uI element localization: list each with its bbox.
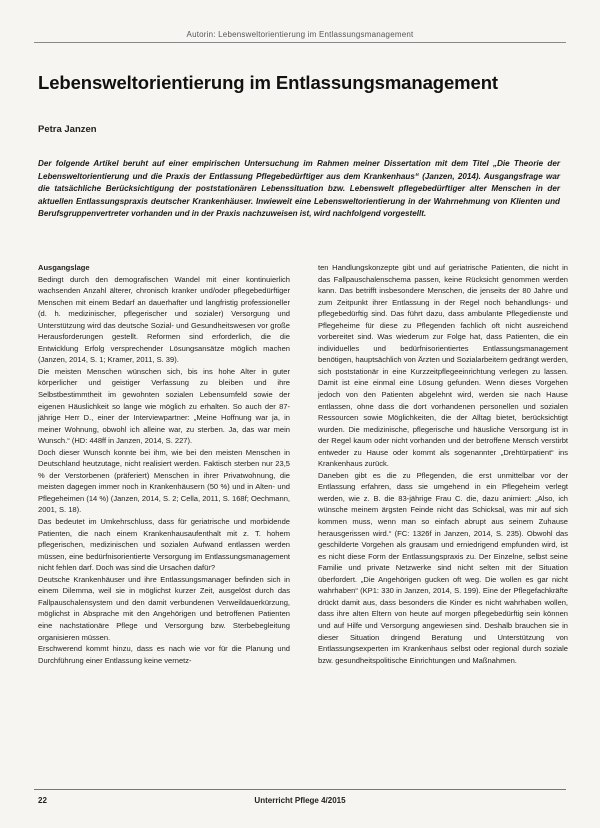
body-paragraph: Erschwerend kommt hinzu, dass es nach wie vor für die Planung und Durchführung einer Entlassung keine vernetz- [38,644,290,665]
page-number: 22 [38,796,47,805]
running-header: Autorin: Lebensweltorientierung im Entlassungsmanagement [186,30,414,39]
journal-name: Unterricht Pflege 4/2015 [254,796,346,805]
article-abstract: Der folgende Artikel beruht auf einer empirischen Untersuchung im Rahmen meiner Dissertation mit dem Titel „Die Theorie der Lebensweltorientierung und die Praxis der Entlassung Pflegebedürftiger aus dem Krankenhaus“ (Janzen, 2014). Ausgangsfrage war die tatsächliche Berücksichtigung der poststationären Lebenssituation bzw. Lebenswelt pflegebedürftiger alter Menschen in der aktuellen Entlassungspraxis deutscher Krankenhäuser. Inwieweit eine Lebensweltorientierung in der Wahrnehmung von Klienten und Berufsgruppenvertreter vorhanden und in der Praxis nachzuweisen ist, wird nachfolgend vorgestellt. [38,159,560,219]
article-title: Lebensweltorientierung im Entlassungsmanagement [38,72,498,93]
body-paragraph: ten Handlungskonzepte gibt und auf geriatrische Patienten, die nicht in das Fallpauschalenschema passen, keine Rücksicht genommen werden kann. Das betrifft insbesondere Menschen, die jenseits der 80 Jahre und zum Zeitpunkt ihrer Entlassung in der Regel noch behandlungs- und pflegebedürftig sind. Das führt dazu, dass ambulante Pflegedienste und Pflegeheime für diese zu Pflegenden fachlich oft nicht ausreichend vorbereitet sind. Was wiederum zur Folge hat, dass Patienten, die ein individuelles und bedürfnisorientiertes Entlassungsmanagement benötigen, hauptsächlich von Ärzten und Sozialarbeitern gedrängt werden, sich poststationär in eine Kurzzeitpflegeeinrichtung verlegen zu lassen. Damit ist eine einmal eine Lösung gefunden. Wenn dieses Vorgehen jedoch von den Patienten abgelehnt wird, werden sie nach Hause entlassen, ohne dass die dort vorhandenen personellen und sozialen Ressourcen sowie Möglichkeiten, die der Alltag bietet, berücksichtigt wurden. Die medizinische, pflegerische und häusliche Versorgung ist in der Regel kaum oder nicht vorhanden und der betroffene Mensch verstirbt entweder zu Hause oder kommt als sogenannter „Drehtürpatient“ ins Krankenhaus zurück. [318,263,568,469]
body-paragraph: Doch dieser Wunsch konnte bei ihm, wie bei den meisten Menschen in Deutschland heutzutage, nicht realisiert werden. Faktisch sterben nur 23,5 % der Verstorbenen (präferiert) Menschen in ihrer Privatwohnung, die meisten dagegen immer noch in Krankenhäusern (50 %) und in Alten- und Pflegeheimen (14 %) (Janzen, 2014, S. 2; Cella, 2011, S. 168f; Oechmann, 2001, S. 18). [38,447,290,515]
body-paragraph: Bedingt durch den demografischen Wandel mit einer kontinuierlich wachsenden Anzahl älterer, chronisch kranker und/oder pflegebedürftiger Menschen mit einem Bedarf an dauerhafter und langfristig professioneller (d. h. medizinischer, pflegerischer und sozialer) Versorgung und Unterstützung wird das deutsche Sozial- und Gesundheitswesen vor große Herausforderungen gestellt. Reformen sind erforderlich, die die Entwicklung Erfolg versprechender Lösungsansätze möglich machen (Janzen, 2014, S. 1; Kramer, 2011, S. 39). [38,274,290,365]
body-paragraph: Das bedeutet im Umkehrschluss, dass für geriatrische und morbidende Patienten, die nach einem Krankenhausaufenthalt mit z. T. hohem pflegerischen, medizinischen und sozialen Aufwand entlassen werden müssen, eine bedürfnisorientierte Versorgung im Entlassungsmanagement nicht fehlen darf. Doch was sind die Ursachen dafür? [38,517,290,573]
section-heading: Ausgangslage [38,263,90,272]
body-paragraph: Daneben gibt es die zu Pflegenden, die erst unmittelbar vor der Entlassung erfahren, dass sie umgehend in ein Pflegeheim verlegt werden, wie z. B. die 83-jährige Frau C. die, dazu animiert: „Also, ich wünsche meinem ärgsten Feinde nicht das Schicksal, was mir auf sich kommen muss, wenn man so einfach abrupt aus seinem Zuhause herausgerissen wird.“ (FC: 1326f in Janzen, 2014, S. 235). Obwohl das geschilderte Vorgehen als grausam und erniedrigend empfunden wird, ist es nicht diese Form der Entlassungspraxis zu. Der Einzelne, selbst seine Familie und private Netzwerke sind nicht selten mit der Situation überfordert. „Die Angehörigen gucken oft weg. Die wollen es gar nicht wahrhaben“ (KP1: 330 in Janzen, 2014, S. 199). Eine der Pflegefachkräfte drückt damit aus, dass besonders die Kinder es nicht wahrhaben wollen, dass ihre alten Eltern von heute auf morgen pflegebedürftig sein können und auf Hilfe und Versorgung angewiesen sind. Deshalb brauchen sie in dieser Situation dringend Beratung und Unterstützung von Entlassungsexperten im Krankenhaus selbst oder regional durch soziale bzw. gesundheitspolitische Einrichtungen und Maßnahmen. [318,470,568,665]
footer-rule [34,789,566,790]
right-column [318,262,568,666]
header-rule [34,42,566,43]
left-column [38,262,290,666]
body-paragraph: Deutsche Krankenhäuser und ihre Entlassungsmanager befinden sich in einem Dilemma, weil sie in möglichst kurzer Zeit, ausgelöst durch das Fallpauschalensystem und den damit verbundenen Verweildauerkürzung, möglichst in Absprache mit den Angehörigen und betroffenen Patienten eine nachstationäre Pflege und Versorgung bzw. Sterbebegleitung organisieren müssen. [38,574,290,642]
article-author: Petra Janzen [38,124,97,135]
body-paragraph: Die meisten Menschen wünschen sich, bis ins hohe Alter in guter körperlicher und geistiger Verfassung zu bleiben und ihre Selbstbestimmtheit im gewohnten sozialen Lebensumfeld sowie der eigenen Häuslichkeit so lange wie möglich zu erhalten. So auch der 87-jährige Herr D., einer der Interviewpartner: „Meine Hoffnung war ja, in meiner Wohnung, obwohl ich alleine war, zu sterben. Ja, das war mein Wunsch.“ (HD: 448ff in Janzen, 2014, S. 227). [38,366,290,446]
